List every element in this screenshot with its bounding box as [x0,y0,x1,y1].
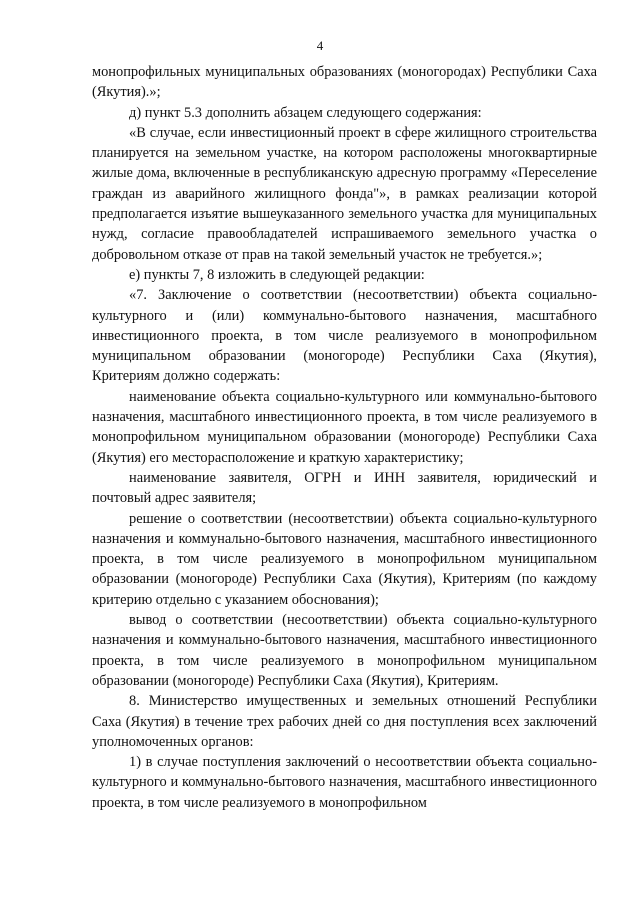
paragraph: д) пункт 5.3 дополнить абзацем следующего содержания: [129,104,482,121]
paragraph: монопрофильных муниципальных образованиях (моногородах) Республики Саха (Якутия).»; [92,64,597,101]
paragraph: 1) в случае поступления заключений о несоответствии объекта социально-культурного и коммунально-бытового назначения, масштабного инвестиционного проекта, в том числе реализуемого в монопрофильном [92,754,597,811]
paragraph: е) пункты 7, 8 изложить в следующей редакции: [129,266,425,283]
document-body [92,62,597,813]
paragraph: решение о соответствии (несоответствии) объекта социально-культурного назначения и коммунально-бытового назначения, масштабного инвестиционного проекта, в том числе реализуемого в монопрофильном муниципальном образовании (моногороде) Республики Саха (Якутия), Критериям (по каждому критерию отдельно с указанием обоснования); [92,510,597,608]
paragraph: наименование объекта социально-культурного или коммунально-бытового назначения, масштабного инвестиционного проекта, в том числе реализуемого в монопрофильном муниципальном образовании (моногороде) Республики Саха (Якутия) его месторасположение и краткую характеристику; [92,388,597,466]
page-number: 4 [316,38,324,53]
paragraph: наименование заявителя, ОГРН и ИНН заявителя, юридический и почтовый адрес заявителя; [92,469,597,507]
paragraph: «В случае, если инвестиционный проект в сфере жилищного строительства планируется на земельном участке, на котором расположены многоквартирные жилые дома, включенные в республиканскую адресную программу «Переселение граждан из аварийного жилищного фонда"», в рамках реализации которой предполагается изъятие вышеуказанного земельного участка для муниципальных нужд, согласие правообладателей испрашиваемого земельного участка о добровольном отказе от прав на такой земельный участок не требуется.»; [92,124,597,263]
paragraph: 8. Министерство имущественных и земельных отношений Республики Саха (Якутия) в течение трех рабочих дней со дня поступления всех заключений уполномоченных органов: [92,693,597,750]
paragraph: вывод о соответствии (несоответствии) объекта социально-культурного назначения и коммунально-бытового назначения, масштабного инвестиционного проекта, в том числе реализуемого в монопрофильном муниципальном образовании (моногороде) Республики Саха (Якутия), Критериям. [92,612,597,689]
paragraph: «7. Заключение о соответствии (несоответствии) объекта социально-культурного и (или) коммунально-бытового назначения, масштабного инвестиционного проекта, в том числе реализуемого в монопрофильном муниципальном образовании (моногороде) Республики Саха (Якутия), Критериям должно содержать: [92,287,597,385]
